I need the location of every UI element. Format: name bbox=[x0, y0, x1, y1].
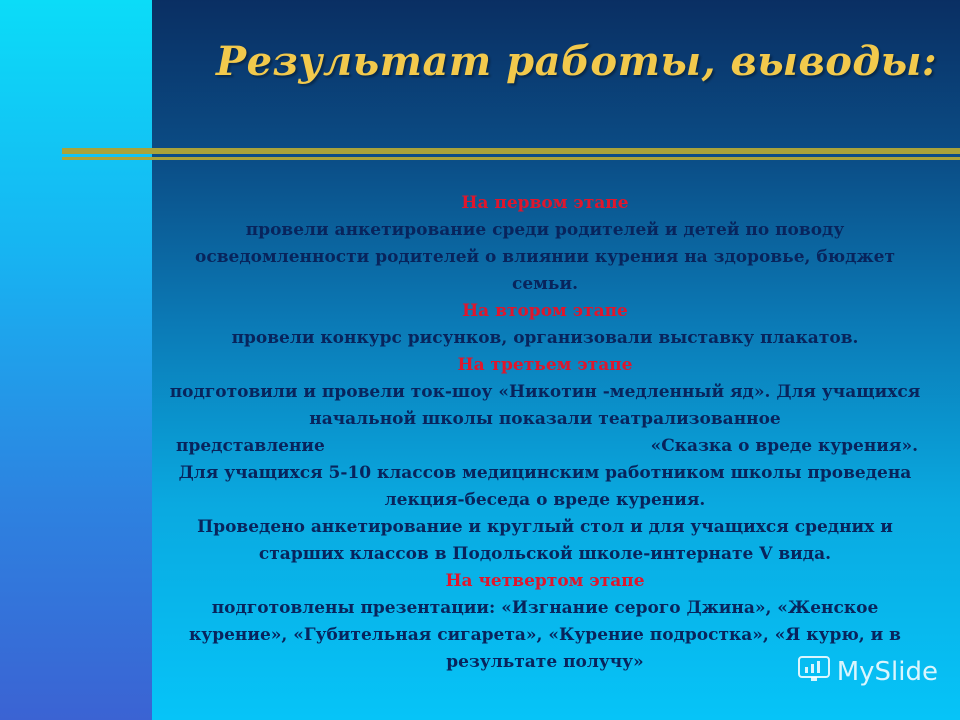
slide-title: Результат работы, выводы: bbox=[216, 38, 938, 85]
stage4-text: подготовлены презентации: «Изгнание серого Джина», «Женское курение», «Губительная сигарета», «Курение подростка», «Я курю, и в результате получу» bbox=[189, 598, 901, 672]
stage2-text: провели конкурс рисунков, организовали выставку плакатов. bbox=[231, 328, 859, 348]
stage2-heading: На втором этапе bbox=[462, 301, 628, 321]
stage3-text-1-right: «Сказка о вреде курения». bbox=[650, 436, 918, 456]
stage3-text-3: Проведено анкетирование и круглый стол и для учащихся средних и старших классов в Подольской школе-интернате V вида. bbox=[197, 517, 893, 564]
slide-body bbox=[160, 190, 930, 676]
stage3-heading: На третьем этапе bbox=[457, 355, 633, 375]
stage3-text-1-line bbox=[160, 433, 930, 460]
title-divider-line-thin bbox=[62, 157, 960, 160]
title-divider-line bbox=[62, 148, 960, 154]
myslide-logo-icon bbox=[797, 653, 831, 690]
stage3-text-1-left: представление bbox=[176, 436, 325, 456]
stage3-text-1: подготовили и провели ток-шоу «Никотин -медленный яд». Для учащихся начальной школы показали театрализованное bbox=[169, 382, 921, 429]
watermark bbox=[797, 653, 938, 690]
stage1-text: провели анкетирование среди родителей и детей по поводу осведомленности родителей о влиянии курения на здоровье, бюджет семьи. bbox=[195, 220, 895, 294]
stage3-text-2: Для учащихся 5-10 классов медицинским работником школы проведена лекция-беседа о вреде курения. bbox=[178, 463, 912, 510]
watermark-text: MySlide bbox=[836, 656, 938, 687]
stage1-heading: На первом этапе bbox=[461, 193, 629, 213]
stage4-heading: На четвертом этапе bbox=[445, 571, 645, 591]
left-accent-bar bbox=[0, 0, 152, 720]
